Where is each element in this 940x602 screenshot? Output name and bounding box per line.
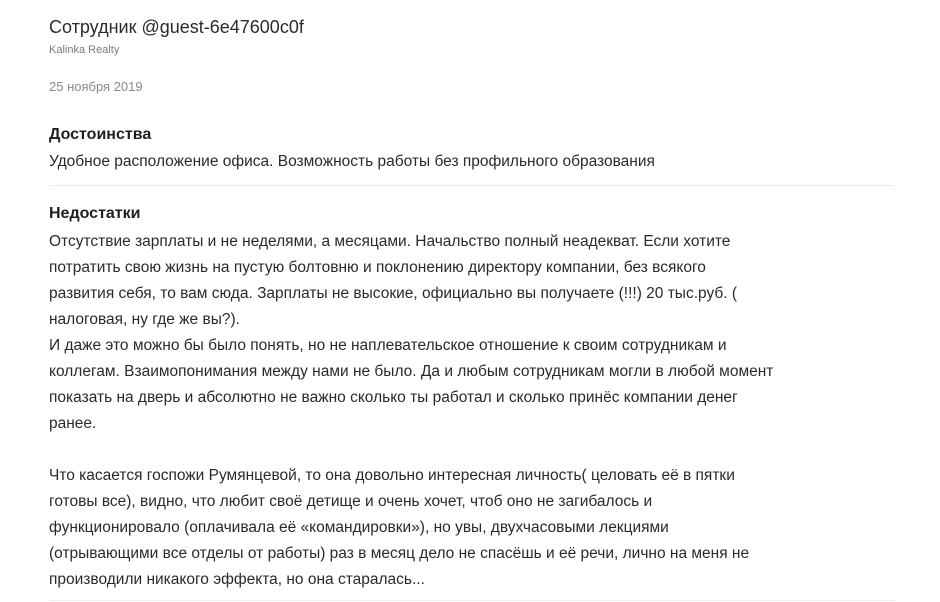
cons-line: развития себя, то вам сюда. Зарплаты не высокие, официально вы получаете (!!!) 20 тыс.руб. ( — [49, 285, 738, 302]
cons-line: производили никакого эффекта, но она старалась... — [49, 571, 425, 588]
pros-text: Удобное расположение офиса. Возможность работы без профильного образования — [49, 153, 655, 170]
cons-line: ранее. — [49, 415, 97, 432]
cons-line: (отрывающими все отделы от работы) раз в месяц дело не спасёшь и её речи, лично на меня не — [49, 545, 750, 562]
cons-line: Отсутствие зарплаты и не неделями, а месяцами. Начальство полный неадекват. Если хотите — [49, 233, 731, 250]
review-date: 25 ноября 2019 — [49, 79, 143, 94]
cons-line: налоговая, ну где же вы?). — [49, 311, 240, 328]
cons-line: функционировало (оплачивала её «командировки»), но увы, двухчасовыми лекциями — [49, 519, 669, 536]
paragraph-break — [49, 437, 899, 463]
cons-line: коллегам. Взаимопонимания между нами не было. Да и любым сотрудникам могли в любой момент — [49, 363, 774, 380]
cons-line: готовы все), видно, что любит своё детище и очень хочет, чтоб оно не загибалось и — [49, 493, 653, 510]
pros-title: Достоинства — [49, 126, 152, 143]
cons-text — [49, 229, 899, 593]
cons-line: Что касается госпожи Румянцевой, то она довольно интересная личность( целовать её в пятки — [49, 467, 735, 484]
cons-line: И даже это можно бы было понять, но не наплевательское отношение к своим сотрудникам и — [49, 337, 727, 354]
bottom-divider — [49, 600, 894, 601]
section-divider — [49, 185, 894, 186]
cons-title: Недостатки — [49, 205, 141, 222]
cons-line: показать на дверь и абсолютно не важно сколько ты работал и сколько принёс компании денег — [49, 389, 738, 406]
cons-line: потратить свою жизнь на пустую болтовню и поклонению директору компании, без всякого — [49, 259, 706, 276]
company-name[interactable]: Kalinka Realty — [49, 44, 120, 56]
review-author: Сотрудник @guest-6e47600c0f — [49, 17, 304, 37]
